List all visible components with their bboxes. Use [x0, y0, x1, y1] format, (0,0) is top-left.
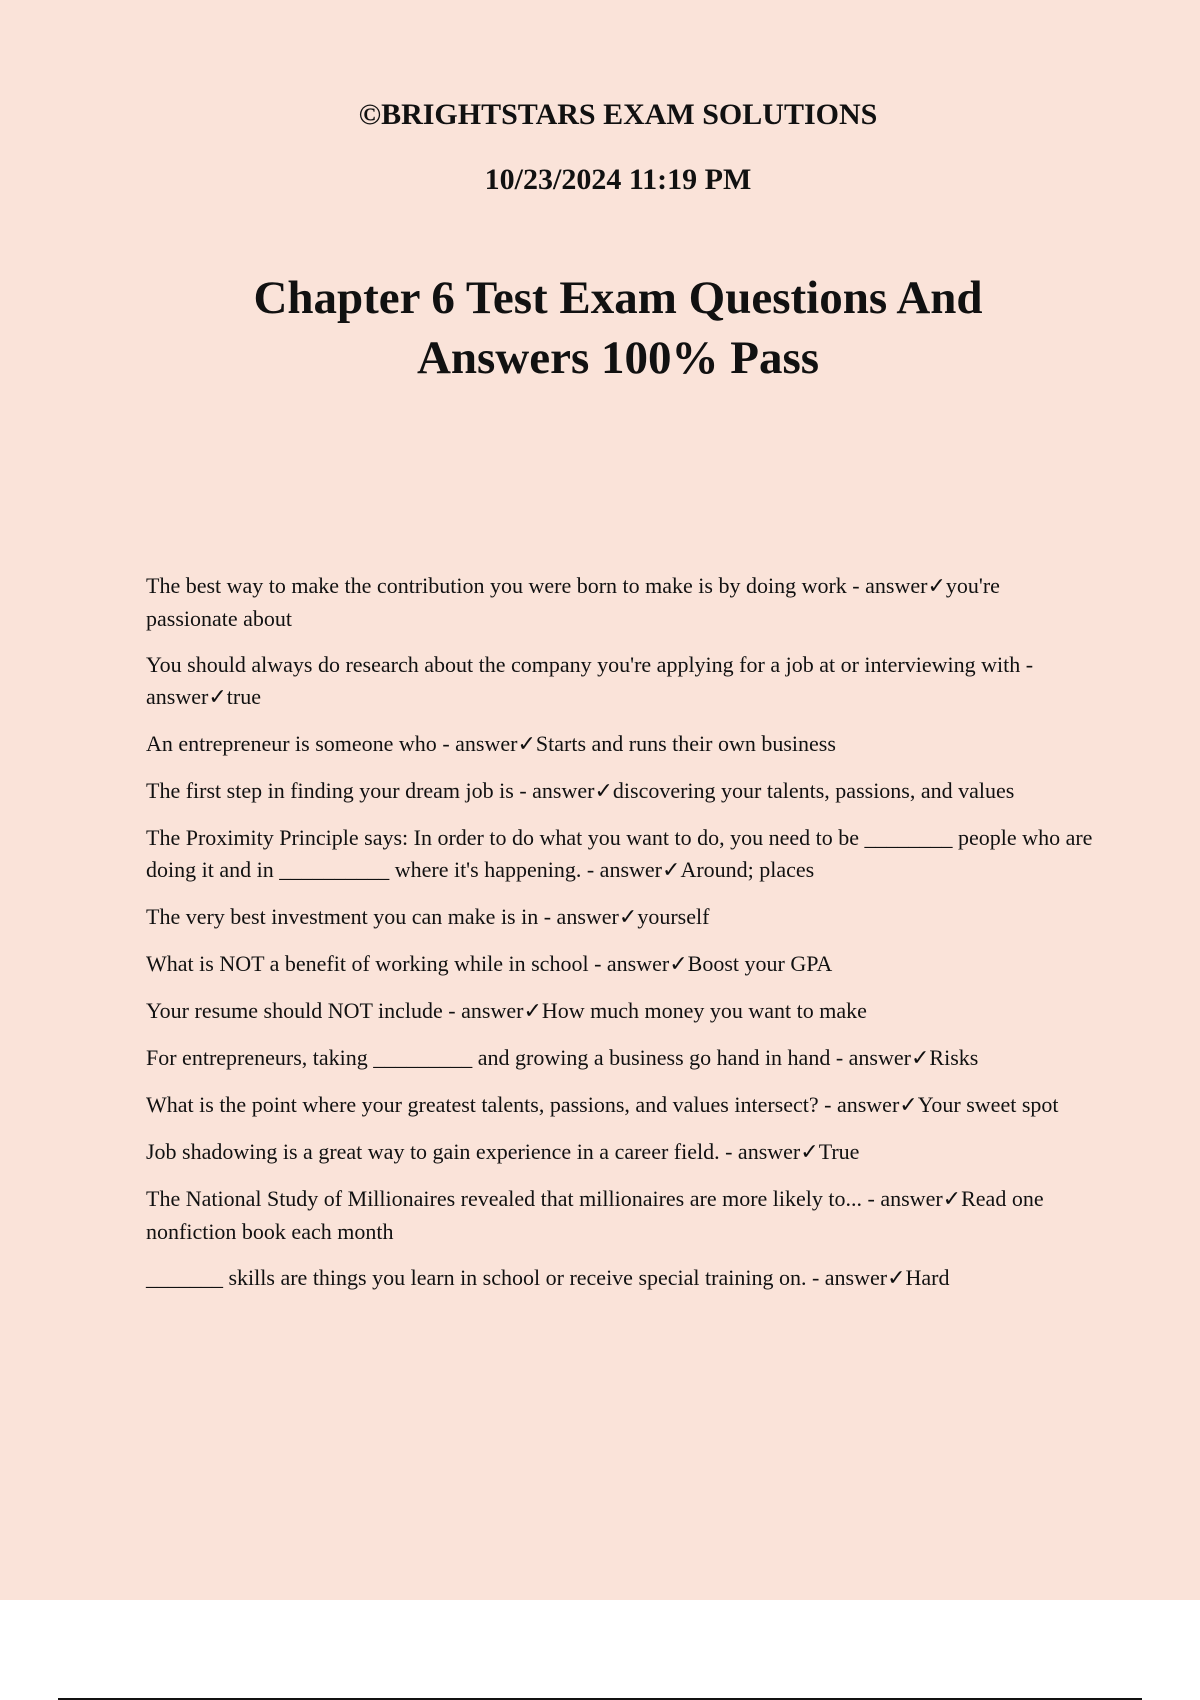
answer-marker: - answer — [835, 1045, 911, 1070]
qa-item — [146, 728, 1096, 761]
answer-text: Starts and runs their own business — [535, 731, 836, 756]
checkmark-icon: ✓ — [669, 952, 688, 977]
answer-marker: - answer — [543, 904, 619, 929]
qa-item — [146, 570, 1096, 635]
checkmark-icon: ✓ — [208, 685, 227, 710]
question-text: What is NOT a benefit of working while in school — [146, 951, 589, 976]
qa-item — [146, 775, 1096, 808]
qa-item — [146, 1042, 1096, 1075]
qa-item — [146, 1183, 1096, 1248]
checkmark-icon: ✓ — [942, 1187, 962, 1212]
qa-list — [146, 570, 1096, 1309]
question-text: The very best investment you can make is in — [146, 904, 539, 929]
answer-marker: - answer — [824, 1092, 900, 1117]
checkmark-icon: ✓ — [800, 1140, 819, 1165]
organization-header: ©BRIGHTSTARS EXAM SOLUTIONS — [358, 98, 878, 131]
question-text: You should always do research about the company you're applying for a job at or interviewing with — [146, 652, 1021, 677]
answer-marker: - answer — [448, 998, 524, 1023]
answer-text: Your sweet spot — [917, 1092, 1059, 1117]
question-text: The first step in finding your dream job is — [146, 778, 514, 803]
answer-marker: - answer — [725, 1139, 801, 1164]
document-title — [0, 268, 1200, 388]
qa-item — [146, 649, 1096, 714]
answer-marker: - answer — [852, 573, 928, 598]
qa-item — [146, 822, 1096, 887]
answer-text: How much money you want to make — [541, 998, 867, 1023]
answer-marker: - answer — [519, 778, 595, 803]
checkmark-icon: ✓ — [899, 1093, 918, 1118]
checkmark-icon: ✓ — [927, 574, 946, 599]
checkmark-icon: ✓ — [523, 999, 542, 1024]
question-text: An entrepreneur is someone who — [146, 731, 437, 756]
answer-text: Boost your GPA — [687, 951, 833, 976]
question-text: Your resume should NOT include — [146, 998, 443, 1023]
qa-item — [146, 948, 1096, 981]
answer-marker: - answer — [442, 731, 518, 756]
answer-text: yourself — [637, 904, 710, 929]
answer-text: Read one nonfiction book each month — [146, 1186, 1044, 1244]
checkmark-icon: ✓ — [887, 1266, 906, 1291]
answer-text: true — [226, 684, 261, 709]
question-text: _______ skills are things you learn in school or receive special training on. — [146, 1265, 807, 1290]
answer-marker: - answer — [867, 1186, 943, 1211]
question-text: Job shadowing is a great way to gain experience in a career field. — [146, 1139, 720, 1164]
answer-marker: - answer — [146, 652, 1034, 709]
question-text: What is the point where your greatest talents, passions, and values intersect? — [146, 1092, 819, 1117]
qa-item — [146, 1262, 1096, 1295]
qa-item — [146, 901, 1096, 934]
question-text: The best way to make the contribution you were born to make is by doing work — [146, 573, 847, 598]
document-title-line-2: Answers 100% Pass — [416, 332, 820, 384]
checkmark-icon: ✓ — [910, 1046, 930, 1071]
answer-marker: - answer — [586, 857, 662, 882]
checkmark-icon: ✓ — [594, 779, 613, 804]
answer-text: Hard — [905, 1265, 950, 1290]
checkmark-icon: ✓ — [618, 905, 638, 930]
qa-item — [146, 1136, 1096, 1169]
timestamp-header: 10/23/2024 11:19 PM — [484, 163, 752, 196]
qa-item — [146, 995, 1096, 1028]
document-title-line-1: Chapter 6 Test Exam Questions And — [253, 272, 983, 324]
answer-marker: - answer — [594, 951, 670, 976]
qa-item — [146, 1089, 1096, 1122]
answer-text: Around; places — [680, 857, 815, 882]
question-text: The Proximity Principle says: In order to do what you want to do, you need to be ________ people who are doing it and in __________ where it's happening. — [146, 825, 1093, 882]
question-text: For entrepreneurs, taking _________ and growing a business go hand in hand — [146, 1045, 831, 1070]
checkmark-icon: ✓ — [662, 858, 681, 883]
answer-text: you're passionate about — [146, 573, 1000, 631]
answer-text: discovering your talents, passions, and values — [612, 778, 1015, 803]
answer-marker: - answer — [811, 1265, 888, 1290]
answer-text: True — [818, 1139, 860, 1164]
answer-text: Risks — [929, 1045, 979, 1070]
question-text: The National Study of Millionaires revealed that millionaires are more likely to... — [146, 1186, 863, 1211]
checkmark-icon: ✓ — [517, 732, 536, 757]
